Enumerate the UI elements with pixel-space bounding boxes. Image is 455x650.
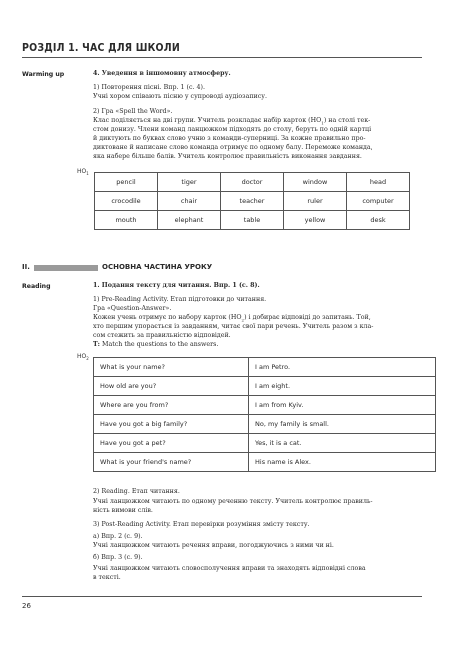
- warmup-line: Учні хором співають пісню у супроводі аудіозапису.: [93, 93, 267, 100]
- reading-teacher-mark: Т:: [93, 341, 101, 348]
- reading-line: 1) Pre-Reading Activity. Етап підготовки до читання.: [93, 296, 267, 303]
- warmup-line: й диктують по буквах слово учню з команди-суперниці. За кожне правильно про-: [93, 135, 366, 142]
- vocab-cell: chair: [158, 192, 221, 211]
- reading-text: Кожен учень отримує по набору карток (НО: [93, 314, 242, 321]
- answer-cell: I am from Kyiv.: [249, 396, 436, 415]
- table-row: [94, 434, 436, 453]
- vocab-cell: yellow: [284, 211, 347, 230]
- reading-text: ) і добирає відповіді до запитань. Той,: [244, 314, 371, 321]
- handout-label-sub: 2: [86, 356, 89, 362]
- handout-label-1: [77, 168, 89, 176]
- question-answer-table: [93, 357, 436, 472]
- table-row: [94, 358, 436, 377]
- warmup-line: яка набере більше балів. Учитель контролює правильність виконання завдання.: [93, 153, 362, 160]
- reading-line: Учні ланцюжком читають словосполучення вправи та знаходять відповідні слова: [93, 565, 366, 572]
- handout-label-text: НО: [77, 353, 87, 360]
- vocab-cell: teacher: [221, 192, 284, 211]
- side-label-reading: Reading: [22, 283, 51, 290]
- section-title: ОСНОВНА ЧАСТИНА УРОКУ: [102, 263, 213, 271]
- reading-line: б) Впр. 3 (с. 9).: [93, 554, 143, 561]
- side-label-warming-up: Warming up: [22, 71, 65, 78]
- reading-line: ність вимови слів.: [93, 507, 153, 514]
- reading-line: Учні ланцюжком читають по одному реченню тексту. Учитель контролює правиль-: [93, 498, 373, 505]
- page-number: 26: [22, 602, 31, 610]
- vocab-cell: elephant: [158, 211, 221, 230]
- vocab-cell: mouth: [95, 211, 158, 230]
- handout-label-sub: 1: [86, 171, 89, 177]
- warmup-text: Клас поділяється на дві групи. Учитель розкладає набір карток (НО: [93, 117, 322, 124]
- question-cell: How old are you?: [94, 377, 249, 396]
- reading-line: а) Впр. 2 (с. 9).: [93, 533, 143, 540]
- vocab-cell: head: [347, 173, 410, 192]
- vocab-cell: table: [221, 211, 284, 230]
- answer-cell: I am Petro.: [249, 358, 436, 377]
- answer-cell: Yes, it is a cat.: [249, 434, 436, 453]
- footer-rule: [22, 596, 422, 597]
- warmup-text: ) на столі тек-: [323, 117, 371, 124]
- warmup-line: 1) Повторення пісні. Впр. 1 (с. 4).: [93, 84, 205, 91]
- chapter-title: РОЗДІЛ 1. ЧАС ДЛЯ ШКОЛИ: [22, 42, 180, 54]
- table-row: [94, 396, 436, 415]
- question-cell: Have you got a pet?: [94, 434, 249, 453]
- answer-cell: His name is Alex.: [249, 453, 436, 472]
- vocab-cell: desk: [347, 211, 410, 230]
- header-rule: [22, 57, 422, 58]
- question-cell: What is your friend's name?: [94, 453, 249, 472]
- reading-line: 3) Post-Reading Activity. Етап перевірки розуміння змісту тексту.: [93, 521, 310, 528]
- question-cell: Have you got a big family?: [94, 415, 249, 434]
- reading-line: [93, 341, 421, 350]
- section-number: II.: [22, 263, 30, 271]
- table-row: [94, 377, 436, 396]
- section-heading: [22, 263, 422, 273]
- table-row: [94, 415, 436, 434]
- answer-cell: I am eight.: [249, 377, 436, 396]
- warmup-sub: 1: [321, 120, 324, 126]
- reading-line: хто першим упорається із завданням, читає свої пари речень. Учитель разом з кла-: [93, 323, 374, 330]
- section-bar: [34, 265, 98, 271]
- table-row: [95, 211, 410, 230]
- vocab-cell: tiger: [158, 173, 221, 192]
- table-row: [94, 453, 436, 472]
- reading-line: Гра «Question-Answer».: [93, 305, 172, 312]
- handout-label-text: НО: [77, 168, 87, 175]
- vocab-cell: pencil: [95, 173, 158, 192]
- warmup-heading: 4. Уведення в іншомовну атмосферу.: [93, 70, 231, 77]
- warmup-line: стом донизу. Члени команд ланцюжком підходять до столу, беруть по одній картці: [93, 126, 372, 133]
- table-row: [95, 173, 410, 192]
- handout-label-2: [77, 353, 89, 361]
- answer-cell: No, my family is small.: [249, 415, 436, 434]
- reading-line: Учні ланцюжком читають речення вправи, погоджуючись з ними чи ні.: [93, 542, 334, 549]
- vocab-cell: doctor: [221, 173, 284, 192]
- reading-sub: 2: [241, 317, 245, 323]
- reading-line: сом стежить за правильністю відповідей.: [93, 332, 231, 339]
- warmup-line: диктоване й написане слово команда отримує по одному балу. Переможе команда,: [93, 144, 373, 151]
- reading-line: 2) Reading. Етап читання.: [93, 488, 180, 495]
- reading-text: Match the questions to the answers.: [100, 341, 219, 348]
- question-cell: Where are you from?: [94, 396, 249, 415]
- reading-line: в тексті.: [93, 574, 121, 581]
- vocab-cell: window: [284, 173, 347, 192]
- warmup-line: 2) Гра «Spell the Word».: [93, 108, 173, 115]
- question-cell: What is your name?: [94, 358, 249, 377]
- table-row: [95, 192, 410, 211]
- vocabulary-cards-table: [94, 172, 410, 230]
- vocab-cell: crocodile: [95, 192, 158, 211]
- vocab-cell: computer: [347, 192, 410, 211]
- reading-heading: 1. Подання тексту для читання. Впр. 1 (с. 8).: [93, 282, 260, 289]
- vocab-cell: ruler: [284, 192, 347, 211]
